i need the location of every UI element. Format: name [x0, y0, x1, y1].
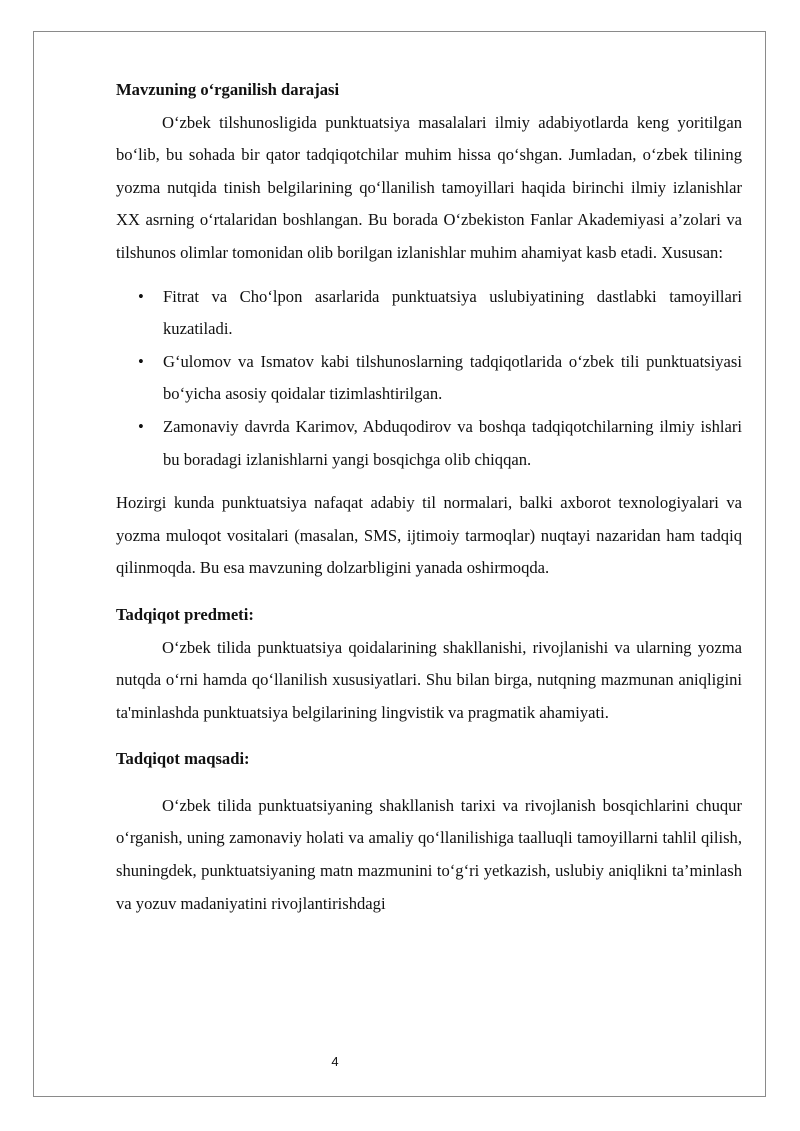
document-body [116, 74, 742, 920]
bullet-icon: • [138, 416, 144, 436]
bullet-icon: • [138, 351, 144, 371]
bullet-icon: • [138, 286, 144, 306]
subject-paragraph: O‘zbek tilida punktuatsiya qoidalarining shakllanishi, rivojlanishi va ularning yozma nutqda o‘rni hamda qo‘llanilish xususiyatlari. Shu bilan birga, nutqning mazmunan aniqligini ta'minlashda punktuatsiya belgilarining lingvistik va pragmatik ahamiyati. [116, 637, 742, 722]
section-heading-study-level: Mavzuning o‘rganilish darajasi [116, 80, 340, 99]
list-item: • Zamonaviy davrda Karimov, Abduqodirov va boshqa tadqiqotchilarning ilmiy ishlari bu boradagi izlanishlarni yangi bosqichga olib chiqqan. [116, 411, 742, 476]
study-level-closing-paragraph: Hozirgi kunda punktuatsiya nafaqat adabiy til normalari, balki axborot texnologiyalari va yozma muloqot vositalari (masalan, SMS, ijtimoiy tarmoqlar) nuqtayi nazaridan ham tadqiq qilinmoqda. Bu esa mavzuning dolzarbligini yanada oshirmoqda. [116, 493, 742, 578]
researchers-bullet-list [116, 281, 742, 477]
section-heading-subject: Tadqiqot predmeti: [116, 604, 254, 624]
page-number: 4 [331, 1054, 339, 1069]
section-heading-goal: Tadqiqot maqsadi: [116, 749, 250, 769]
list-item: • G‘ulomov va Ismatov kabi tilshunoslarning tadqiqotlarida o‘zbek tili punktuatsiyasi bo‘yicha asosiy qoidalar tizimlashtirilgan. [116, 346, 742, 411]
goal-paragraph: O‘zbek tilida punktuatsiyaning shakllanish tarixi va rivojlanish bosqichlarini chuqur o‘rganish, uning zamonaviy holati va amaliy qo‘llanilishiga taalluqli tamoyillarni tahlil qilish, shuningdek, punktuatsiyaning matn mazmunini to‘g‘ri yetkazish, uslubiy aniqlikni ta’minlash va yozuv madaniyatini rivojlantirishdagi [116, 795, 742, 913]
list-item: • Fitrat va Cho‘lpon asarlarida punktuatsiya uslubiyatining dastlabki tamoyillari kuzatiladi. [116, 281, 742, 346]
study-level-intro-paragraph: O‘zbek tilshunosligida punktuatsiya masalalari ilmiy adabiyotlarda keng yoritilgan bo‘lib, bu sohada bir qator tadqiqotchilar muhim hissa qo‘shgan. Jumladan, o‘zbek tilining yozma nutqida tinish belgilarining qo‘llanilish tamoyillari haqida birinchi ilmiy izlanishlar XX asrning o‘rtalaridan boshlangan. Bu borada O‘zbekiston Fanlar Akademiyasi a’zolari va tilshunos olimlar tomonidan olib borilgan izlanishlar muhim ahamiyat kasb etadi. Xususan: [116, 112, 742, 262]
